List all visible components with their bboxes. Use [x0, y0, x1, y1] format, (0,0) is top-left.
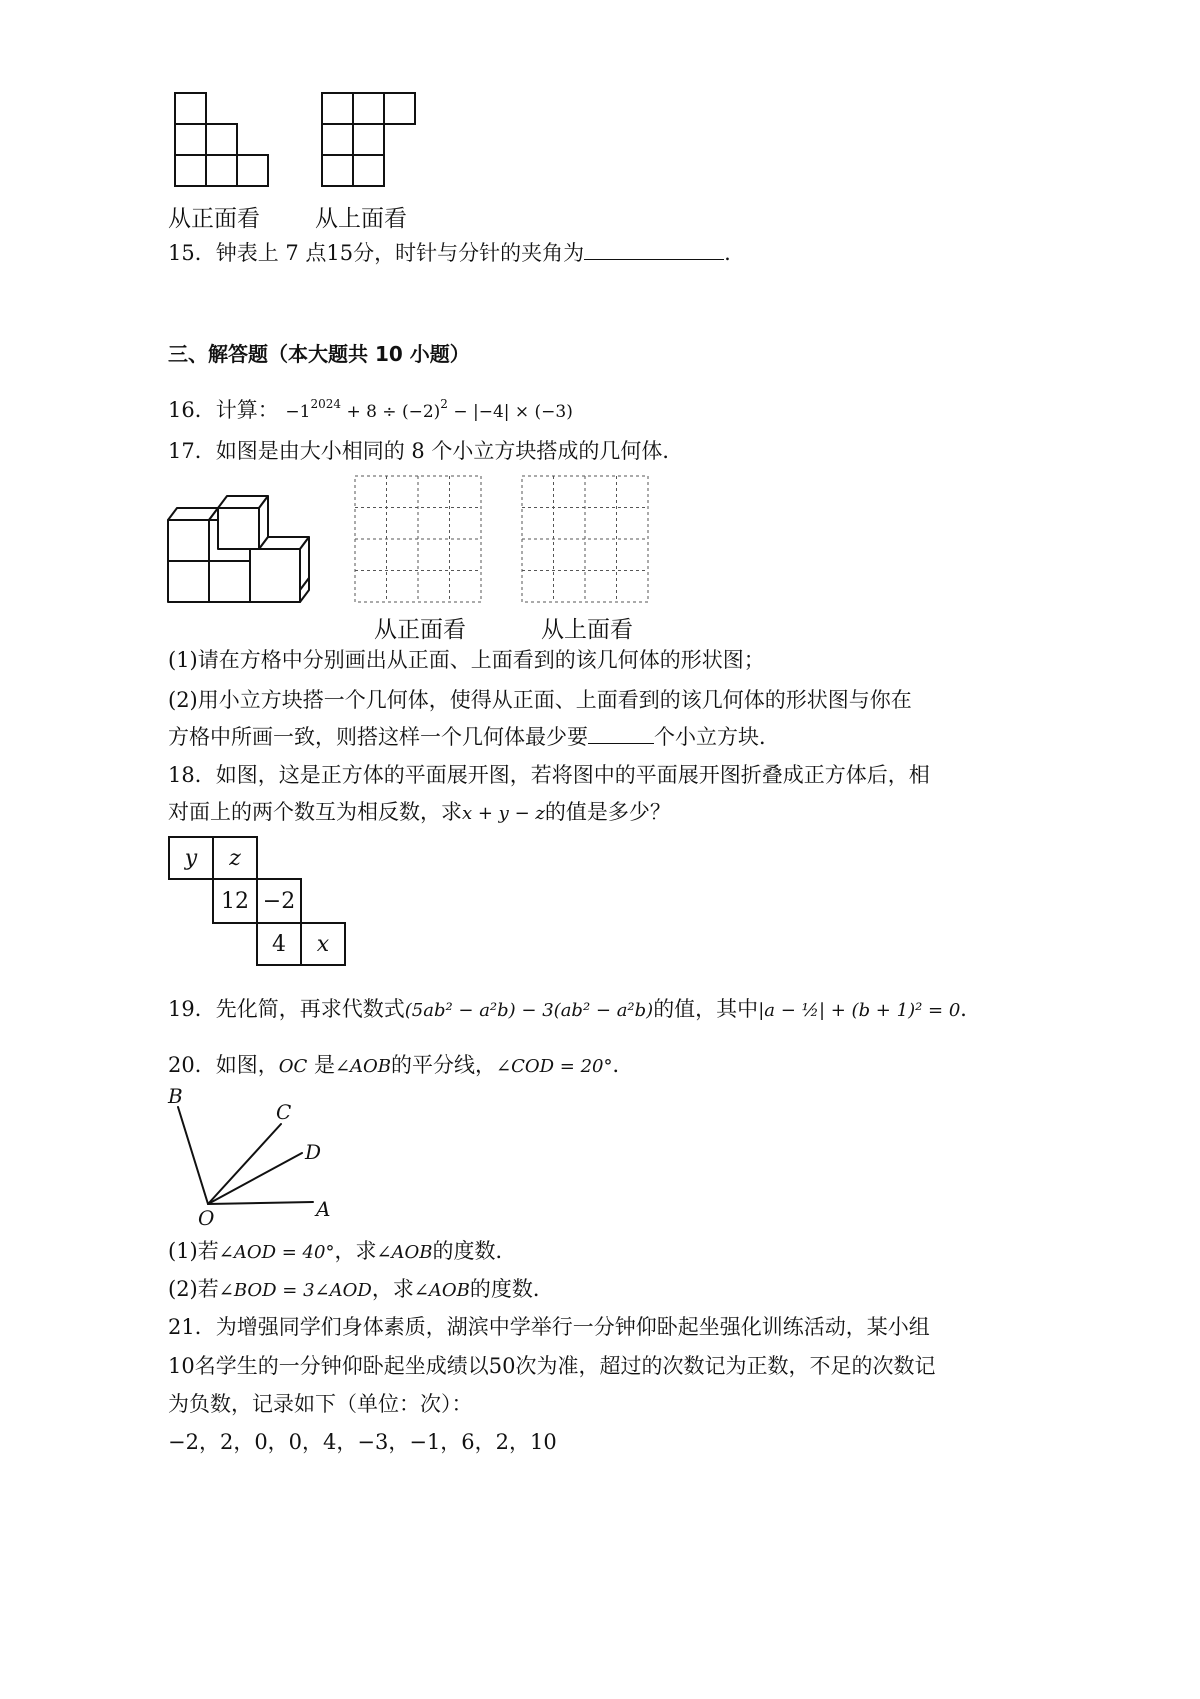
top-view-caption: 从上面看: [315, 206, 407, 232]
section-heading: 三、解答题（本大题共 10 小题）: [168, 342, 470, 366]
answer-blank: [584, 259, 724, 260]
question-21-data: −2，2，0，0，4，−3，−1，6，2，10: [168, 1430, 557, 1454]
question-20: 20．如图，OC 是∠AOB的平分线，∠COD = 20°．: [168, 1053, 634, 1077]
net-cell-12: 12: [212, 878, 258, 924]
grid-front-caption: 从正面看: [374, 617, 466, 643]
question-17-part-2-line-1: (2)用小立方块搭一个几何体，使得从正面、上面看到的该几何体的形状图与你在: [168, 688, 912, 712]
angle-figure: [0, 0, 1, 1]
net-cell-neg2: −2: [256, 878, 302, 924]
question-15-text: 15．钟表上 7 点15分，时针与分针的夹角为: [168, 241, 585, 265]
question-18-line-2: 对面上的两个数互为相反数，求x + y − z的值是多少？: [168, 800, 671, 824]
question-15: [168, 243, 731, 264]
answer-blank: [588, 743, 654, 744]
question-17-part-1: (1)请在方格中分别画出从正面、上面看到的该几何体的形状图；: [168, 648, 765, 672]
expression: x + y − z: [462, 803, 545, 824]
question-16-expression: $-1^{2024} + 8 \div (-2)^2 - |-4| \times (-3)$: [285, 397, 573, 422]
question-19: 19．先化简，再求代数式(5ab² − a²b) − 3(ab² − a²b)的值，其中|a − ½| + (b + 1)² = 0．: [168, 997, 982, 1021]
front-view-caption: 从正面看: [168, 206, 260, 232]
question-16: [168, 398, 573, 421]
question-21-line-1: 21．为增强同学们身体素质，湖滨中学举行一分钟仰卧起坐强化训练活动，某小组: [168, 1315, 930, 1339]
label-O: O: [198, 1206, 215, 1230]
label-D: D: [305, 1140, 322, 1164]
net-cell-4: 4: [256, 922, 302, 966]
question-20-part-2: (2)若∠BOD = 3∠AOD，求∠AOB的度数．: [168, 1277, 554, 1301]
algebraic-expression: (5ab² − a²b) − 3(ab² − a²b): [404, 1000, 654, 1021]
question-20-part-1: (1)若∠AOD = 40°，求∠AOB的度数．: [168, 1239, 517, 1263]
net-cell-z: z: [212, 836, 258, 880]
condition-expression: |a − ½| + (b + 1)² = 0: [758, 1000, 961, 1021]
question-15-end: .: [724, 241, 731, 265]
label-A: A: [316, 1197, 331, 1221]
question-16-text: 16．计算：: [168, 398, 279, 422]
label-C: C: [276, 1100, 292, 1124]
net-cell-x: x: [300, 922, 346, 966]
question-17-part-2-line-2: 方格中所画一致，则搭这样一个几何体最少要 个小立方块．: [168, 725, 780, 749]
question-21-line-3: 为负数，记录如下（单位：次）：: [168, 1392, 473, 1416]
question-21-line-2: 10名学生的一分钟仰卧起坐成绩以50次为准，超过的次数记为正数，不足的次数记: [168, 1354, 936, 1378]
grid-top-caption: 从上面看: [541, 617, 633, 643]
net-cell-y: y: [168, 836, 214, 880]
question-18-line-1: 18．如图，这是正方体的平面展开图，若将图中的平面展开图折叠成正方体后，相: [168, 763, 930, 787]
label-B: B: [168, 1084, 183, 1108]
question-17: 17．如图是由大小相同的 8 个小立方块搭成的几何体．: [168, 439, 684, 463]
